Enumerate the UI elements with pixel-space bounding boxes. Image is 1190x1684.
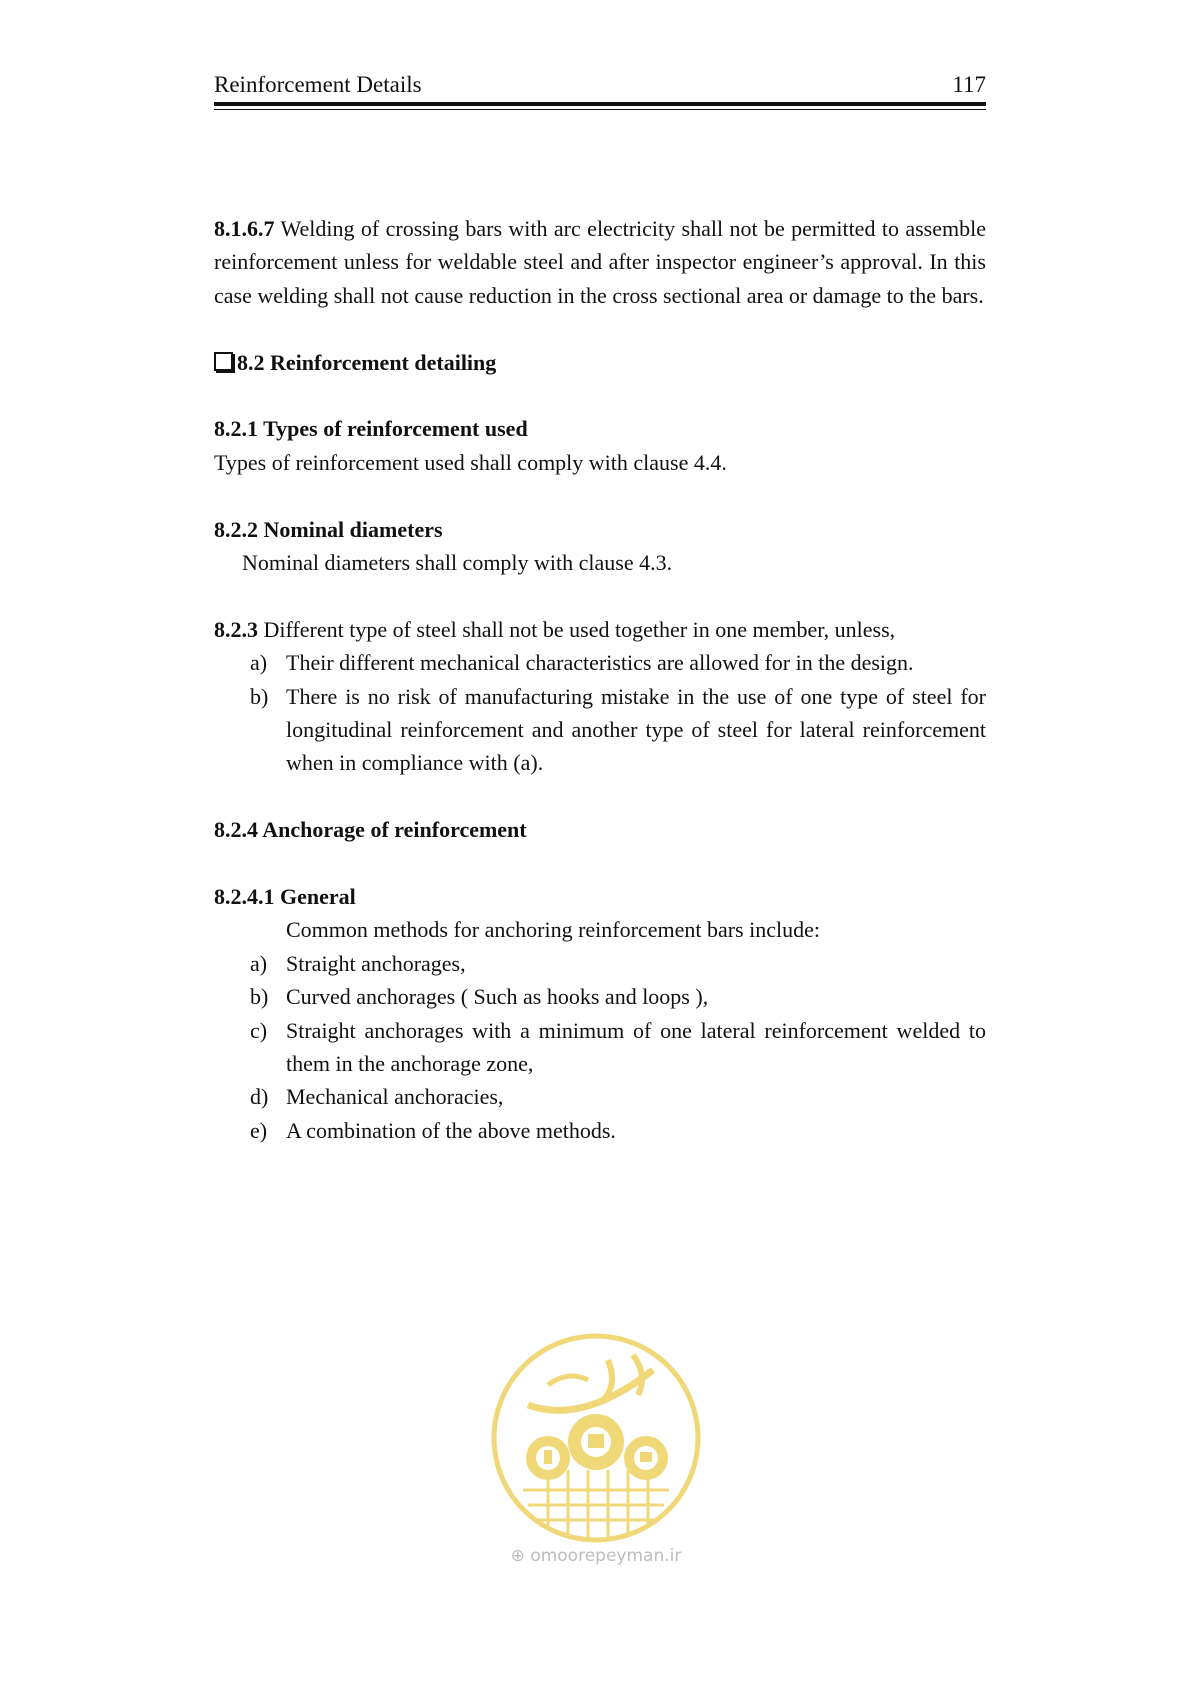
list-text: Curved anchorages ( Such as hooks and loops ), — [286, 984, 709, 1010]
list-item — [214, 680, 986, 780]
watermark — [488, 1330, 704, 1600]
list-marker: d) — [250, 1084, 269, 1110]
heading-text: 8.2.1 Types of reinforcement used — [214, 416, 528, 442]
clause-8-2-1-text: Types of reinforcement used shall comply with clause 4.4. — [214, 449, 727, 475]
page-body — [214, 212, 986, 1147]
list-marker: e) — [250, 1117, 268, 1143]
list-item — [214, 947, 986, 980]
clause-8-1-6-7 — [214, 212, 986, 312]
list-item — [214, 980, 986, 1013]
list-marker: a) — [250, 650, 268, 676]
list-text: Straight anchorages, — [286, 950, 466, 976]
list-text: There is no risk of manufacturing mistake in the use of one type of steel for longitudinal reinforcement and another type of steel for lateral reinforcement when in compliance with (a). — [286, 683, 986, 776]
page-header — [214, 70, 986, 118]
list-marker: b) — [250, 984, 269, 1010]
clause-8-2-2-text: Nominal diameters shall comply with clause 4.3. — [242, 550, 673, 576]
heading-8-2-1 — [214, 412, 986, 445]
list-marker: c) — [250, 1017, 268, 1043]
globe-icon: ⊕ — [510, 1546, 525, 1566]
section-heading-8-2 — [214, 346, 986, 379]
watermark-url-text: omoorepeyman.ir — [530, 1546, 682, 1566]
list-marker: a) — [250, 950, 268, 976]
list-text: Straight anchorages with a minimum of one lateral reinforcement welded to them in the anchorage zone, — [286, 1017, 986, 1077]
list-text: Mechanical anchoracies, — [286, 1084, 504, 1110]
list-item — [214, 1114, 986, 1147]
list-item — [214, 1080, 986, 1113]
checkbox-bullet-icon — [214, 352, 233, 371]
list-text: Their different mechanical characteristics are allowed for in the design. — [286, 650, 914, 676]
heading-8-2-2 — [214, 513, 986, 546]
heading-8-2-4 — [214, 813, 986, 846]
page-number: 117 — [952, 72, 986, 97]
clause-8-2-3 — [214, 613, 986, 646]
list-marker: b) — [250, 683, 269, 709]
header-rule-thick — [214, 102, 986, 106]
watermark-url — [488, 1546, 704, 1566]
clause-number: 8.1.6.7 — [214, 216, 275, 241]
heading-text: 8.2.4 Anchorage of reinforcement — [214, 817, 527, 843]
gear-emblem-logo-icon — [488, 1330, 704, 1546]
heading-text: 8.2.2 Nominal diameters — [214, 516, 443, 542]
list-item — [214, 646, 986, 679]
clause-text: Welding of crossing bars with arc electricity shall not be permitted to assemble reinforcement unless for weldable steel and after inspector engineer’s approval. In this case welding shall not cause reduction in the cross sectional area or damage to the bars. — [214, 216, 987, 308]
list-item — [214, 1014, 986, 1081]
running-header-title: Reinforcement Details — [214, 72, 422, 97]
clause-text: Different type of steel shall not be used together in one member, unless, — [263, 616, 896, 642]
heading-text: 8.2.4.1 General — [214, 884, 356, 910]
clause-8-2-4-1-intro: Common methods for anchoring reinforcement bars include: — [286, 917, 820, 943]
clause-number: 8.2.3 — [214, 616, 258, 642]
header-rule-thin — [214, 109, 986, 110]
heading-8-2-4-1 — [214, 880, 986, 913]
section-title: 8.2 Reinforcement detailing — [237, 349, 497, 375]
list-text: A combination of the above methods. — [286, 1117, 616, 1143]
